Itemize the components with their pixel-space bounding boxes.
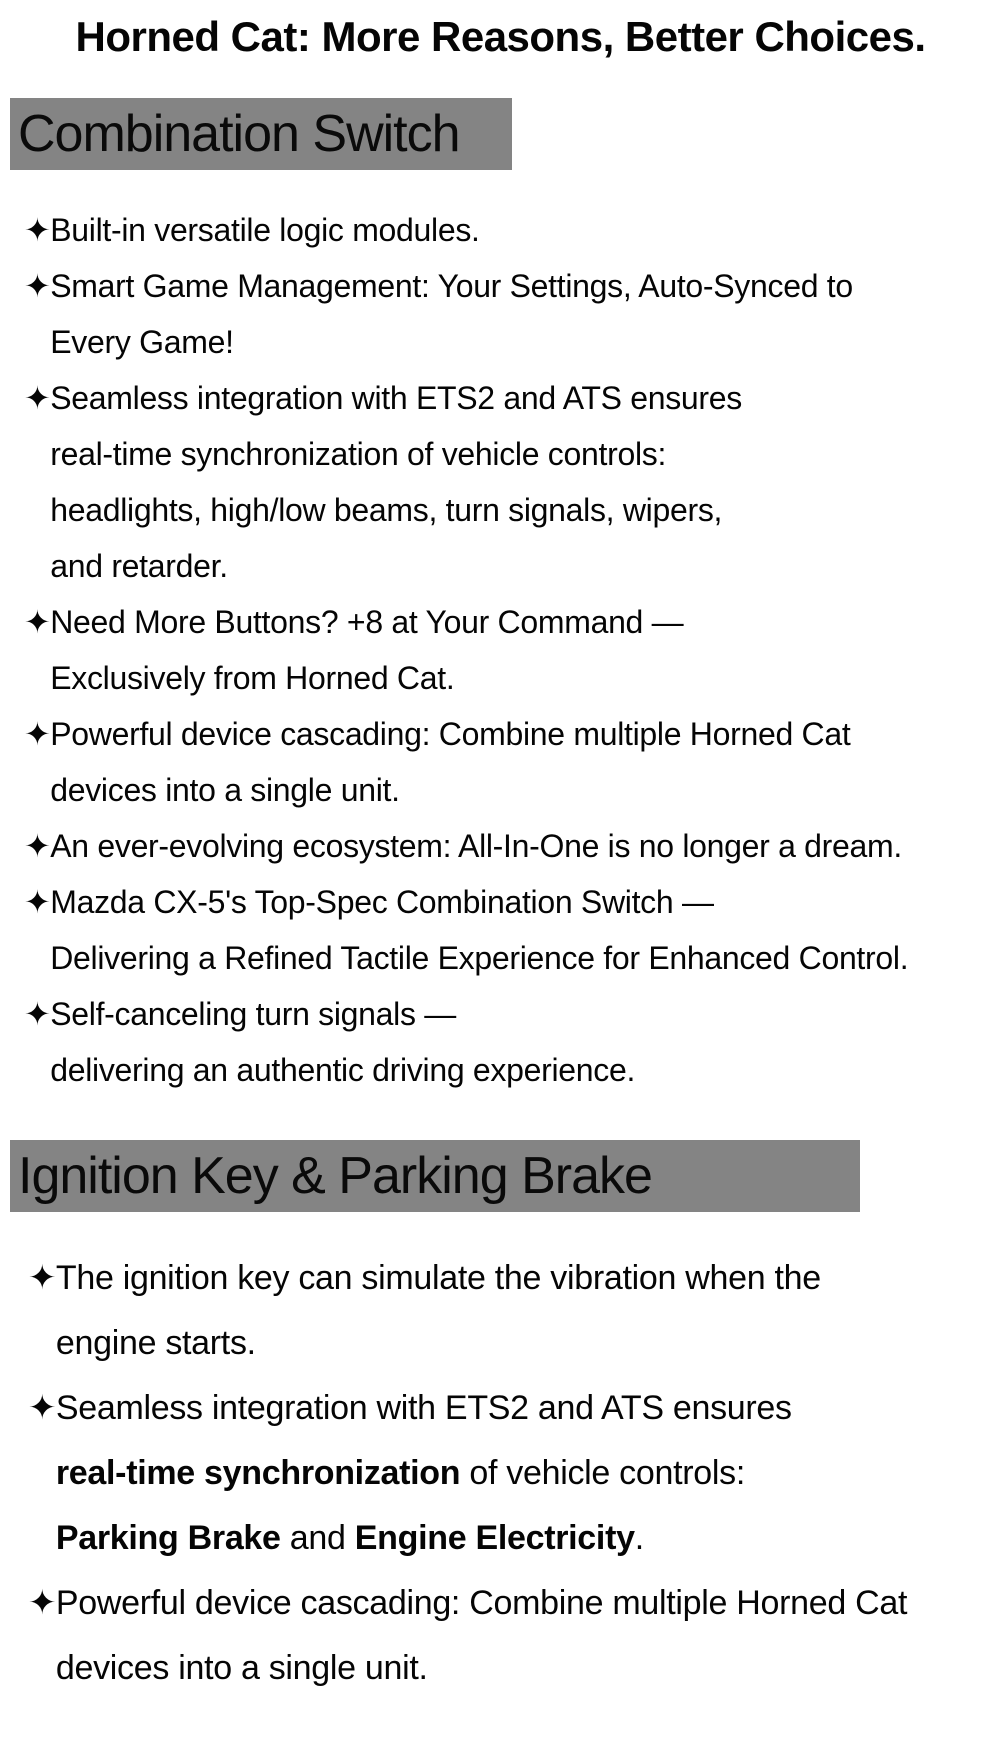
bullet-line-continuation: delivering an authentic driving experience. [50,1052,636,1088]
list-item [24,258,993,370]
bullet-line: ✦Powerful device cascading: Combine multiple Horned Cat [24,706,993,762]
bullet-line-continuation: devices into a single unit. [50,772,400,808]
bullet-list [0,202,1001,1098]
section-combination-switch [0,62,1001,1098]
four-pointed-star-bullet-icon: ✦ [24,380,51,416]
bullet-line: ✦Powerful device cascading: Combine multiple Horned Cat [28,1571,993,1636]
bullet-line: ✦An ever-evolving ecosystem: All-In-One is no longer a dream. [24,818,993,874]
list-item [24,370,993,594]
bullet-line-continuation: and retarder. [50,548,228,584]
bullet-line-continuation: Parking Brake and Engine Electricity. [55,1519,644,1557]
list-item [28,1571,993,1701]
bullet-line-continuation: real-time synchronization of vehicle controls: [50,436,667,472]
four-pointed-star-bullet-icon: ✦ [24,212,51,248]
sections-container [0,62,1001,1701]
bullet-line: ✦Seamless integration with ETS2 and ATS ensures [28,1376,993,1441]
bullet-line: ✦Mazda CX-5's Top-Spec Combination Switch — [24,874,993,930]
bullet-line: ✦Need More Buttons? +8 at Your Command — [24,594,993,650]
bullet-line: ✦Self-canceling turn signals — [24,986,993,1042]
four-pointed-star-bullet-icon: ✦ [24,828,51,864]
section-heading: Combination Switch [10,98,512,170]
page-title: Horned Cat: More Reasons, Better Choices. [75,13,926,60]
list-item [24,706,993,818]
list-item [24,818,993,874]
bullet-line: ✦Built-in versatile logic modules. [24,202,993,258]
bullet-line-continuation: Every Game! [50,324,234,360]
list-item [24,594,993,706]
bullet-line: ✦Seamless integration with ETS2 and ATS ensures [24,370,993,426]
section-ignition-key-and-parking-brake [0,1098,1001,1701]
list-item [24,202,993,258]
four-pointed-star-bullet-icon: ✦ [24,604,51,640]
list-item [24,874,993,986]
list-item [28,1246,993,1376]
bullet-list [0,1246,1001,1701]
bold-text: Engine Electricity [354,1519,635,1557]
list-item [28,1376,993,1571]
four-pointed-star-bullet-icon: ✦ [24,884,51,920]
section-heading: Ignition Key & Parking Brake [10,1140,860,1212]
four-pointed-star-bullet-icon: ✦ [28,1389,57,1427]
bullet-line: ✦Smart Game Management: Your Settings, Auto-Synced to [24,258,993,314]
four-pointed-star-bullet-icon: ✦ [28,1584,57,1622]
bullet-line-continuation: Exclusively from Horned Cat. [50,660,455,696]
bullet-line-continuation: Delivering a Refined Tactile Experience for Enhanced Control. [50,940,909,976]
four-pointed-star-bullet-icon: ✦ [24,716,51,752]
bullet-line-continuation: devices into a single unit. [55,1649,428,1687]
bold-text: real-time synchronization [55,1454,461,1492]
list-item [24,986,993,1098]
four-pointed-star-bullet-icon: ✦ [24,268,51,304]
four-pointed-star-bullet-icon: ✦ [28,1259,57,1297]
bullet-line-continuation: headlights, high/low beams, turn signals, wipers, [50,492,723,528]
bullet-line-continuation: engine starts. [55,1324,256,1362]
bullet-line: ✦The ignition key can simulate the vibration when the [28,1246,993,1311]
bold-text: Parking Brake [55,1519,281,1557]
bullet-line-continuation: real-time synchronization of vehicle controls: [55,1454,745,1492]
four-pointed-star-bullet-icon: ✦ [24,996,51,1032]
